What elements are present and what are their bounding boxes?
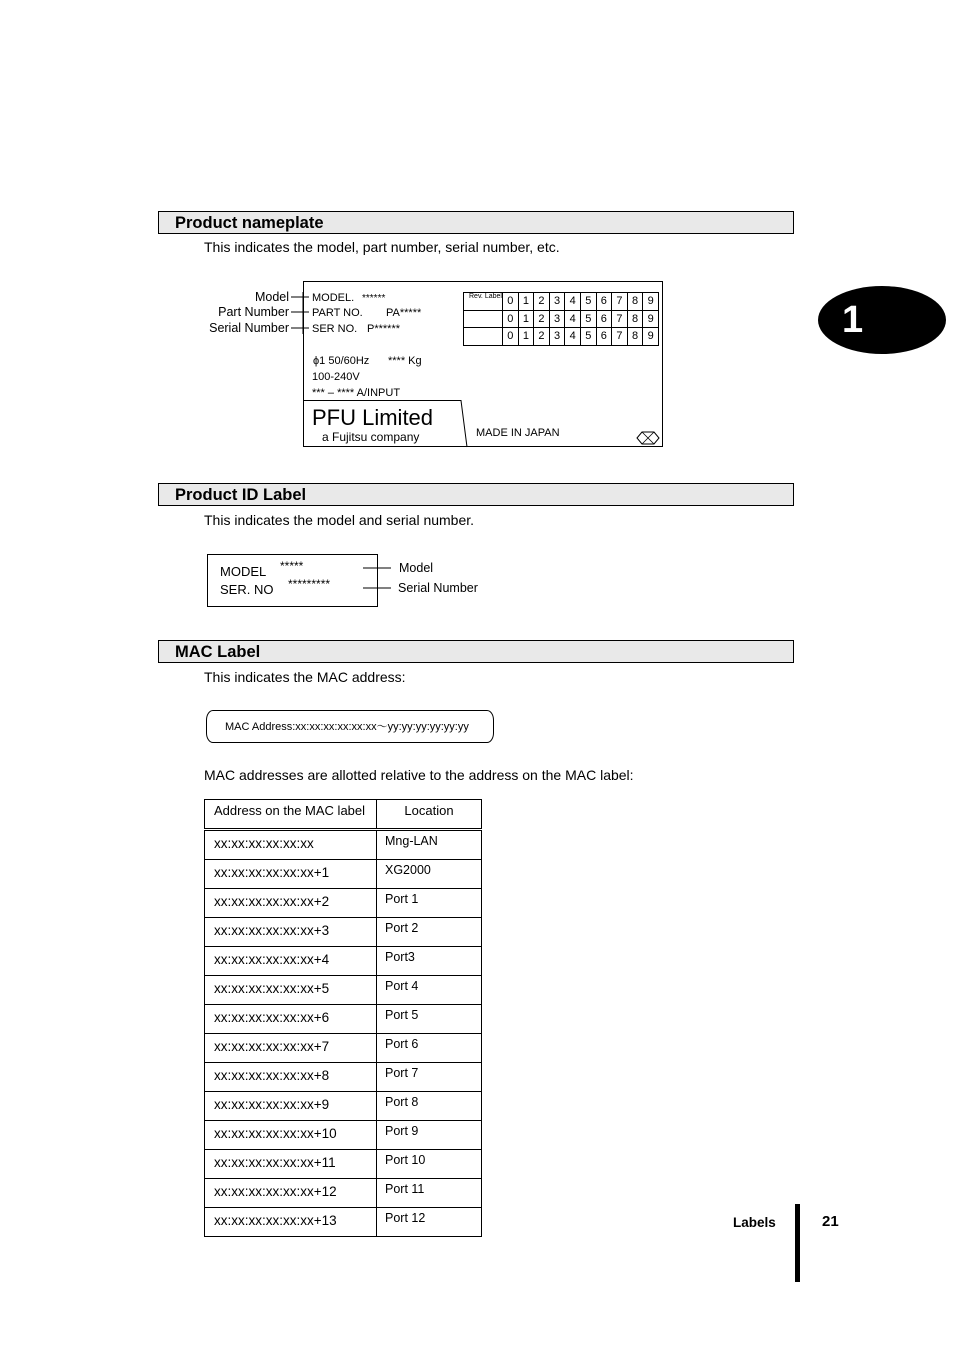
rev-digit: 3 bbox=[549, 310, 565, 328]
pid-serial-value: ********* bbox=[288, 577, 331, 591]
rev-digit: 0 bbox=[503, 293, 519, 311]
mac-address-cell: xx:xx:xx:xx:xx:xx+5 bbox=[205, 976, 377, 1005]
rev-digit: 4 bbox=[565, 328, 581, 346]
table-row bbox=[205, 1179, 482, 1208]
rev-digit: 5 bbox=[580, 328, 596, 346]
rev-label-grid bbox=[463, 292, 659, 346]
table-row bbox=[205, 976, 482, 1005]
section-header-nameplate bbox=[158, 211, 794, 234]
mac-address-cell: xx:xx:xx:xx:xx:xx+8 bbox=[205, 1063, 377, 1092]
mac-address-cell: xx:xx:xx:xx:xx:xx+2 bbox=[205, 889, 377, 918]
section-title: MAC Label bbox=[175, 643, 261, 661]
location-cell: Port 4 bbox=[377, 976, 482, 1005]
mac-address-cell: xx:xx:xx:xx:xx:xx+9 bbox=[205, 1092, 377, 1121]
mac-address-cell: xx:xx:xx:xx:xx:xx+10 bbox=[205, 1121, 377, 1150]
rev-digit: 4 bbox=[565, 310, 581, 328]
location-cell: Port3 bbox=[377, 947, 482, 976]
table-row bbox=[205, 1150, 482, 1179]
location-cell: Port 12 bbox=[377, 1208, 482, 1237]
plate-model-label: MODEL. bbox=[312, 292, 355, 304]
rev-blank-cell bbox=[464, 328, 503, 346]
mac-address-cell: xx:xx:xx:xx:xx:xx bbox=[205, 830, 377, 860]
plate-serial-label: SER NO. bbox=[312, 323, 358, 335]
pid-model-value: ***** bbox=[280, 559, 304, 573]
pid-callout-serial: Serial Number bbox=[398, 581, 478, 595]
callout-part-number: Part Number bbox=[218, 305, 289, 319]
company-name: PFU Limited bbox=[312, 405, 434, 430]
rev-digit: 3 bbox=[549, 293, 565, 311]
plate-part-value: PA***** bbox=[386, 307, 422, 319]
plate-model-value: ****** bbox=[362, 293, 386, 304]
location-cell: XG2000 bbox=[377, 860, 482, 889]
rev-digit: 7 bbox=[612, 328, 628, 346]
rev-digit: 8 bbox=[627, 328, 643, 346]
location-cell: Port 1 bbox=[377, 889, 482, 918]
rev-digit: 1 bbox=[518, 310, 534, 328]
plate-serial-value: P****** bbox=[367, 323, 401, 335]
table-row bbox=[205, 830, 482, 860]
location-cell: Port 11 bbox=[377, 1179, 482, 1208]
location-cell: Port 9 bbox=[377, 1121, 482, 1150]
rev-digit: 6 bbox=[596, 328, 612, 346]
rev-digit: 7 bbox=[612, 310, 628, 328]
rev-digit: 9 bbox=[643, 328, 659, 346]
section-title: Product nameplate bbox=[175, 214, 324, 232]
table-row bbox=[205, 918, 482, 947]
rev-digit: 2 bbox=[534, 293, 550, 311]
location-cell: Mng-LAN bbox=[377, 830, 482, 860]
mac-address-cell: xx:xx:xx:xx:xx:xx+4 bbox=[205, 947, 377, 976]
company-subsidiary: a Fujitsu company bbox=[322, 430, 420, 444]
location-cell: Port 7 bbox=[377, 1063, 482, 1092]
origin-label: MADE IN JAPAN bbox=[476, 427, 560, 439]
rev-digit: 9 bbox=[643, 310, 659, 328]
mac-address-cell: xx:xx:xx:xx:xx:xx+13 bbox=[205, 1208, 377, 1237]
mac-address-cell: xx:xx:xx:xx:xx:xx+1 bbox=[205, 860, 377, 889]
rev-digit: 1 bbox=[518, 328, 534, 346]
mac-address-cell: xx:xx:xx:xx:xx:xx+3 bbox=[205, 918, 377, 947]
rev-blank-cell bbox=[464, 310, 503, 328]
pid-serial-label: SER. NO bbox=[220, 582, 274, 597]
mac-label-sticker bbox=[206, 710, 494, 743]
rev-digit: 4 bbox=[565, 293, 581, 311]
pid-callout-model: Model bbox=[399, 561, 434, 575]
rev-digit: 6 bbox=[596, 293, 612, 311]
column-header-location: Location bbox=[377, 800, 482, 830]
rev-digit: 3 bbox=[549, 328, 565, 346]
rev-label-cell: Rev. Label bbox=[464, 293, 503, 311]
callout-serial-number: Serial Number bbox=[209, 321, 289, 335]
mac-address-cell: xx:xx:xx:xx:xx:xx+11 bbox=[205, 1150, 377, 1179]
table-row bbox=[205, 1092, 482, 1121]
page-number: 21 bbox=[822, 1213, 839, 1230]
plate-power: ϕ1 50/60Hz bbox=[313, 355, 370, 367]
table-row bbox=[205, 1121, 482, 1150]
table-row bbox=[205, 889, 482, 918]
mac-address-table bbox=[204, 799, 482, 1237]
callout-model: Model bbox=[254, 290, 289, 304]
mac-label-text: MAC Address:xx:xx:xx:xx:xx:xx〜yy:yy:yy:yy:yy:yy bbox=[225, 721, 469, 733]
rev-digit: 9 bbox=[643, 293, 659, 311]
table-row bbox=[205, 1034, 482, 1063]
mac-address-cell: xx:xx:xx:xx:xx:xx+7 bbox=[205, 1034, 377, 1063]
chapter-number: 1 bbox=[842, 299, 864, 341]
location-cell: Port 2 bbox=[377, 918, 482, 947]
mac-address-cell: xx:xx:xx:xx:xx:xx+6 bbox=[205, 1005, 377, 1034]
location-cell: Port 5 bbox=[377, 1005, 482, 1034]
footer-divider bbox=[795, 1204, 800, 1282]
rev-digit: 6 bbox=[596, 310, 612, 328]
rev-digit: 0 bbox=[503, 328, 519, 346]
rev-digit: 7 bbox=[612, 293, 628, 311]
column-header-address: Address on the MAC label bbox=[205, 800, 377, 830]
table-row bbox=[205, 1208, 482, 1237]
pid-model-label: MODEL bbox=[220, 564, 267, 579]
pid-callout-lines bbox=[363, 560, 393, 606]
section-description: This indicates the model and serial number. bbox=[204, 512, 475, 528]
table-row bbox=[205, 1005, 482, 1034]
rev-digit: 2 bbox=[534, 310, 550, 328]
footer-section-label: Labels bbox=[733, 1215, 776, 1230]
product-id-label bbox=[207, 554, 378, 607]
rev-digit: 2 bbox=[534, 328, 550, 346]
table-row bbox=[205, 1063, 482, 1092]
mac-note: MAC addresses are allotted relative to the address on the MAC label: bbox=[204, 767, 634, 783]
rev-digit: 8 bbox=[627, 310, 643, 328]
plate-voltage: 100-240V bbox=[312, 371, 360, 383]
section-header-mac bbox=[158, 640, 794, 663]
section-title: Product ID Label bbox=[175, 486, 307, 504]
plate-weight: **** Kg bbox=[388, 355, 422, 367]
table-header-row bbox=[205, 800, 482, 830]
rev-digit: 8 bbox=[627, 293, 643, 311]
product-nameplate bbox=[303, 281, 663, 447]
section-description: This indicates the model, part number, serial number, etc. bbox=[204, 239, 560, 255]
cert-mark-icon bbox=[636, 431, 660, 445]
section-description: This indicates the MAC address: bbox=[204, 669, 406, 685]
rev-digit: 5 bbox=[580, 293, 596, 311]
plate-input: *** – **** A/INPUT bbox=[312, 387, 401, 399]
location-cell: Port 6 bbox=[377, 1034, 482, 1063]
mac-address-cell: xx:xx:xx:xx:xx:xx+12 bbox=[205, 1179, 377, 1208]
rev-digit: 1 bbox=[518, 293, 534, 311]
rev-digit: 5 bbox=[580, 310, 596, 328]
plate-part-label: PART NO. bbox=[312, 307, 363, 319]
table-row bbox=[205, 860, 482, 889]
section-header-product-id bbox=[158, 483, 794, 506]
rev-digit: 0 bbox=[503, 310, 519, 328]
location-cell: Port 8 bbox=[377, 1092, 482, 1121]
location-cell: Port 10 bbox=[377, 1150, 482, 1179]
chapter-tab bbox=[818, 286, 946, 354]
table-row bbox=[205, 947, 482, 976]
